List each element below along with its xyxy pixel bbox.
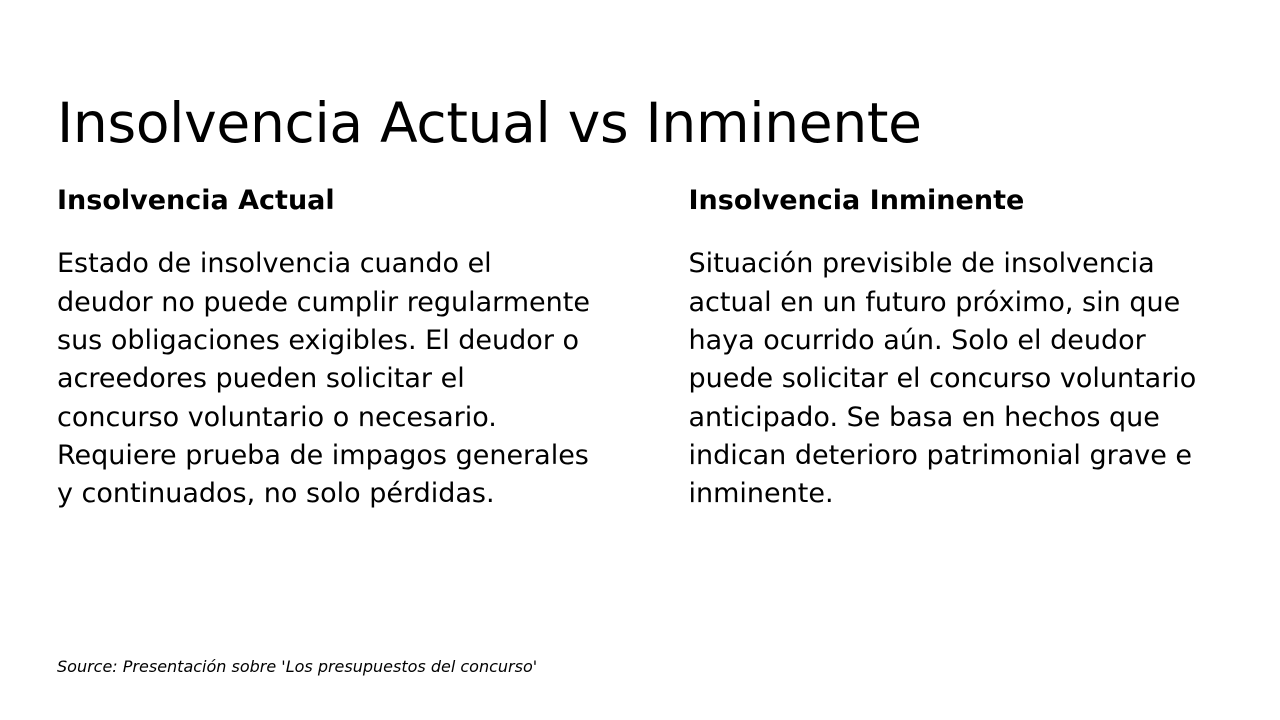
page-title: Insolvencia Actual vs Inminente <box>57 90 922 155</box>
two-column-content <box>57 185 1223 514</box>
column-insolvencia-inminente <box>689 185 1224 514</box>
column-insolvencia-actual <box>57 185 592 514</box>
column-heading-actual: Insolvencia Actual <box>57 185 335 216</box>
source-note: Source: Presentación sobre 'Los presupuestos del concurso' <box>57 657 538 676</box>
column-body-actual: Estado de insolvencia cuando el deudor no puede cumplir regularmente sus obligaciones exigibles. El deudor o acreedores pueden solicitar el concurso voluntario o necesario. Requiere prueba de impagos generales y continuados, no solo pérdidas. <box>57 248 590 510</box>
column-heading-inminente: Insolvencia Inminente <box>688 185 1025 216</box>
column-body-inminente: Situación previsible de insolvencia actual en un futuro próximo, sin que haya ocurrido aún. Solo el deudor puede solicitar el concurso voluntario anticipado. Se basa en hechos que indican deterioro patrimonial grave e inminente. <box>688 248 1197 510</box>
